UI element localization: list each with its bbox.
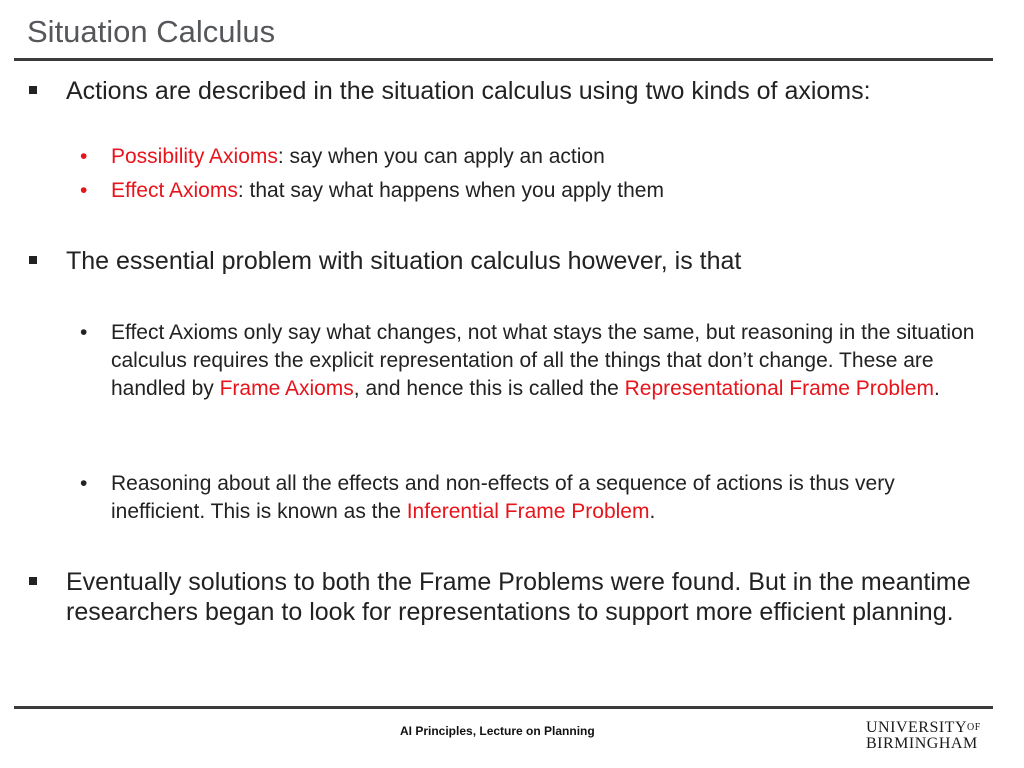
sub1-part2: , and hence this is called the: [353, 377, 625, 400]
term-inferential-frame-problem: Inferential Frame Problem: [406, 500, 650, 523]
bullet-eventually: [66, 567, 986, 627]
sub1-part1: Effect Axioms only say what changes, not what stays the same, but reasoning in the situation calculus requires the explicit representation of all the things that don’t change. These are handled by: [111, 321, 975, 400]
dot-bullet-icon: •: [80, 179, 88, 202]
logo-line2: BIRMINGHAM: [866, 735, 978, 752]
sub-bullet-inferential-frame-problem: [80, 470, 981, 526]
title-divider: [14, 58, 993, 61]
square-bullet-icon: [29, 256, 37, 264]
term-possibility-axioms: Possibility Axioms: [111, 145, 278, 168]
logo-of: OF: [967, 722, 981, 733]
bullet-essential-problem: [66, 246, 986, 276]
slide-title: Situation Calculus: [27, 14, 276, 49]
dot-bullet-icon: •: [80, 472, 88, 495]
effect-axioms-desc: : that say what happens when you apply them: [237, 179, 664, 202]
term-frame-axioms: Frame Axioms: [219, 377, 354, 400]
bullet-essential-problem-text: The essential problem with situation calculus however, is that: [66, 247, 742, 275]
footer-text: AI Principles, Lecture on Planning: [400, 724, 595, 738]
square-bullet-icon: [29, 86, 37, 94]
term-representational-frame-problem: Representational Frame Problem: [624, 377, 934, 400]
logo-line1: UNIVERSITY: [866, 719, 967, 736]
university-logo: [866, 720, 994, 752]
sub2-part1: Reasoning about all the effects and non-effects of a sequence of actions is thus very inefficient. This is known as the: [111, 472, 895, 523]
bullet-eventually-text: Eventually solutions to both the Frame Problems were found. But in the meantime researchers began to look for representations to support more efficient planning.: [66, 568, 971, 626]
sub-bullet-representational-frame-problem: [80, 319, 981, 403]
sub1-part3: .: [933, 377, 940, 400]
footer-divider: [14, 706, 993, 709]
possibility-axioms-desc: : say when you can apply an action: [277, 145, 605, 168]
square-bullet-icon: [29, 577, 37, 585]
bullet-actions: [66, 76, 986, 106]
dot-bullet-icon: •: [80, 321, 88, 344]
sub2-part2: .: [649, 500, 656, 523]
dot-bullet-icon: •: [80, 145, 88, 168]
sub-bullet-possibility-axioms: [80, 143, 981, 171]
term-effect-axioms: Effect Axioms: [111, 179, 238, 202]
bullet-actions-text: Actions are described in the situation calculus using two kinds of axioms:: [66, 77, 871, 105]
sub-bullet-effect-axioms: [80, 177, 981, 205]
